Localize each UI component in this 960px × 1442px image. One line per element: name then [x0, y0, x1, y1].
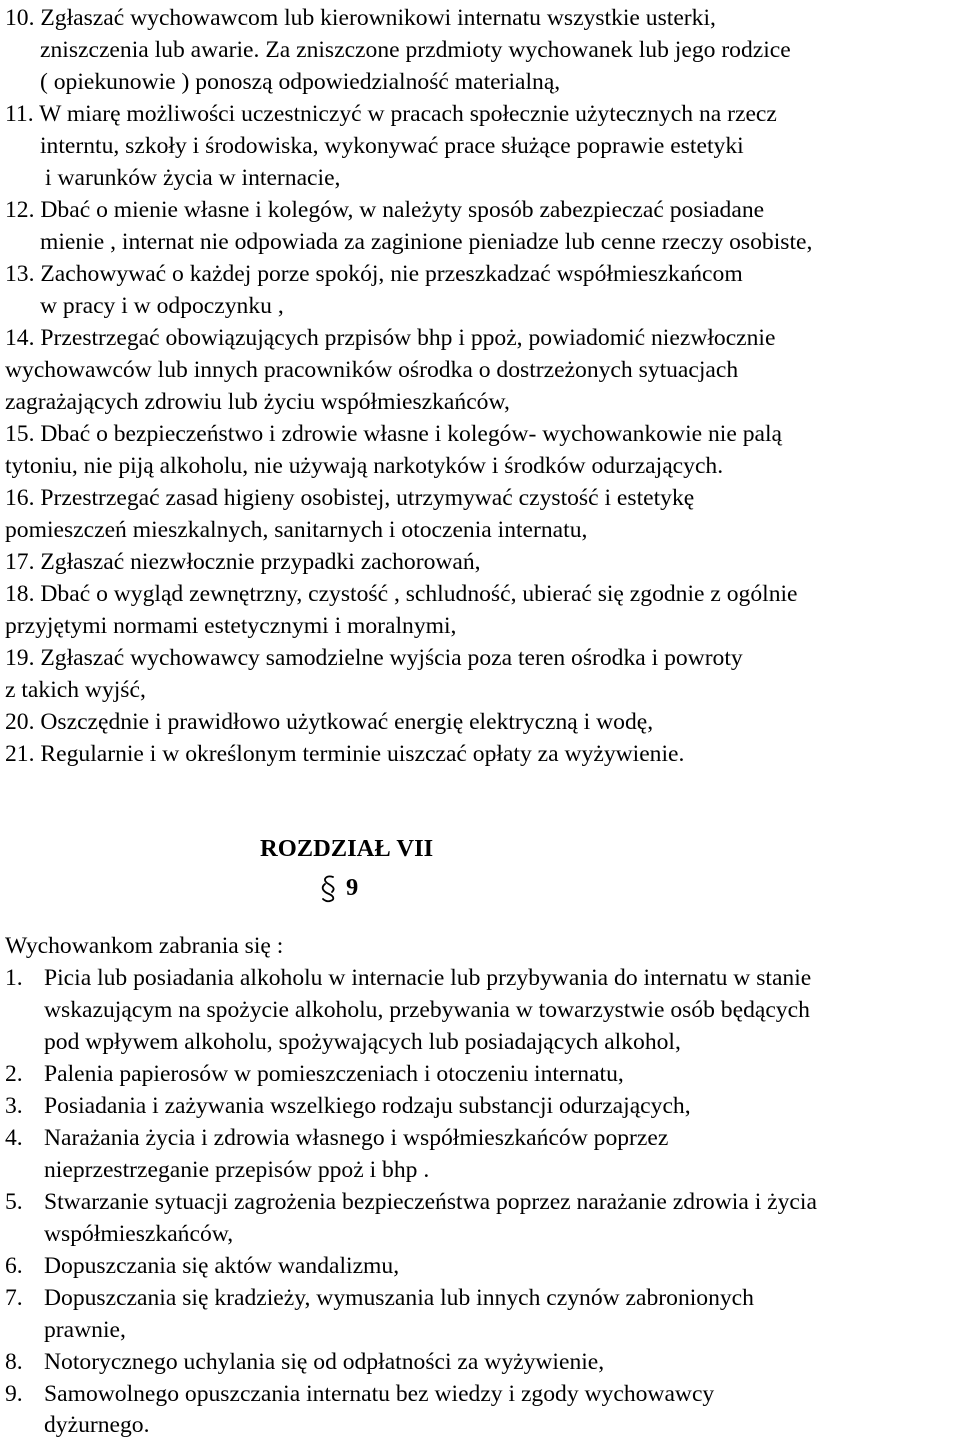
rule-11-line-1: 11. W miarę możliwości uczestniczyć w pracach społecznie użytecznych na rzecz: [5, 101, 777, 127]
rule-19-line-1: 19. Zgłaszać wychowawcy samodzielne wyjścia poza teren ośrodka i powroty: [5, 645, 743, 671]
item-number: 5.: [5, 1189, 23, 1215]
item-5-line-2: współmieszkańców,: [44, 1221, 234, 1247]
item-number: 1.: [5, 965, 23, 991]
item-number: 4.: [5, 1125, 23, 1151]
rule-16-line-2: pomieszczeń mieszkalnych, sanitarnych i otoczenia internatu,: [5, 517, 588, 543]
item-5-line-1: Stwarzanie sytuacji zagrożenia bezpieczeństwa poprzez narażanie zdrowia i życia: [44, 1189, 817, 1215]
rule-14-line-3: zagrażających zdrowiu lub życiu współmieszkańców,: [5, 389, 510, 415]
rule-16-line-1: 16. Przestrzegać zasad higieny osobistej, utrzymywać czystość i estetykę: [5, 485, 695, 511]
item-number: 8.: [5, 1349, 23, 1375]
rule-10-line-2: zniszczenia lub awarie. Za zniszczone przdmioty wychowanek lub jego rodzice: [40, 37, 791, 63]
item-1-line-3: pod wpływem alkoholu, spożywających lub posiadających alkohol,: [44, 1029, 681, 1055]
rule-14-line-2: wychowawców lub innych pracowników ośrodka o dostrzeżonych sytuacjach: [5, 357, 739, 383]
item-1-line-2: wskazującym na spożycie alkoholu, przebywania w towarzystwie osób będących: [44, 997, 810, 1023]
rule-11-line-2: interntu, szkoły i środowiska, wykonywać prace służące poprawie estetyki: [40, 133, 744, 159]
rule-20-line-1: 20. Oszczędnie i prawidłowo użytkować energię elektryczną i wodę,: [5, 709, 654, 735]
item-number: 9.: [5, 1381, 23, 1407]
rule-21-line-1: 21. Regularnie i w określonym terminie uiszczać opłaty za wyżywienie.: [5, 741, 685, 767]
paragraph-number: 9: [346, 874, 359, 901]
item-9-line-1: Samowolnego opuszczania internatu bez wiedzy i zgody wychowawcy: [44, 1381, 715, 1407]
item-number: 3.: [5, 1093, 23, 1119]
rule-14-line-1: 14. Przestrzegać obowiązujących przpisów bhp i ppoż, powiadomić niezwłocznie: [5, 325, 776, 351]
item-2-line-1: Palenia papierosów w pomieszczeniach i otoczeniu internatu,: [44, 1061, 624, 1087]
rule-17-line-1: 17. Zgłaszać niezwłocznie przypadki zachorowań,: [5, 549, 481, 575]
rule-12-line-1: 12. Dbać o mienie własne i kolegów, w należyty sposób zabezpieczać posiadane: [5, 197, 765, 223]
item-7-line-2: prawnie,: [44, 1317, 126, 1343]
rule-18-line-2: przyjętymi normami estetycznymi i moralnymi,: [5, 613, 457, 639]
item-number: 2.: [5, 1061, 23, 1087]
rule-10-line-1: 10. Zgłaszać wychowawcom lub kierownikowi internatu wszystkie usterki,: [5, 5, 716, 31]
rule-15-line-2: tytoniu, nie piją alkoholu, nie używają narkotyków i środków odurzających.: [5, 453, 724, 479]
rule-15-line-1: 15. Dbać o bezpieczeństwo i zdrowie własne i kolegów- wychowankowie nie palą: [5, 421, 783, 447]
item-4-line-1: Narażania życia i zdrowia własnego i współmieszkańców poprzez: [44, 1125, 669, 1151]
item-1-line-1: Picia lub posiadania alkoholu w internacie lub przybywania do internatu w stanie: [44, 965, 812, 991]
item-3-line-1: Posiadania i zażywania wszelkiego rodzaju substancji odurzających,: [44, 1093, 691, 1119]
rule-13-line-2: w pracy i w odpoczynku ,: [40, 293, 284, 319]
item-8-line-1: Notorycznego uchylania się od odpłatności za wyżywienie,: [44, 1349, 605, 1375]
rule-18-line-1: 18. Dbać o wygląd zewnętrzny, czystość , schludność, ubierać się zgodnie z ogólnie: [5, 581, 798, 607]
chapter-heading: ROZDZIAŁ VII: [260, 835, 434, 862]
paragraph-sign-icon: [318, 873, 340, 903]
rule-19-line-2: z takich wyjść,: [5, 677, 146, 703]
rule-11-line-3: i warunków życia w internacie,: [45, 165, 341, 191]
item-number: 6.: [5, 1253, 23, 1279]
item-7-line-1: Dopuszczania się kradzieży, wymuszania lub innych czynów zabronionych: [44, 1285, 754, 1311]
item-number: 7.: [5, 1285, 23, 1311]
item-6-line-1: Dopuszczania się aktów wandalizmu,: [44, 1253, 400, 1279]
rule-12-line-2: mienie , internat nie odpowiada za zaginione pieniadze lub cenne rzeczy osobiste,: [40, 229, 813, 255]
item-9-line-2: dyżurnego.: [44, 1412, 150, 1438]
prohibitions-intro: Wychowankom zabrania się :: [5, 933, 284, 959]
item-4-line-2: nieprzestrzeganie przepisów ppoż i bhp .: [44, 1157, 430, 1183]
rule-10-line-3: ( opiekunowie ) ponoszą odpowiedzialność materialną,: [40, 69, 561, 95]
rule-13-line-1: 13. Zachowywać o każdej porze spokój, nie przeszkadzać współmieszkańcom: [5, 261, 743, 287]
